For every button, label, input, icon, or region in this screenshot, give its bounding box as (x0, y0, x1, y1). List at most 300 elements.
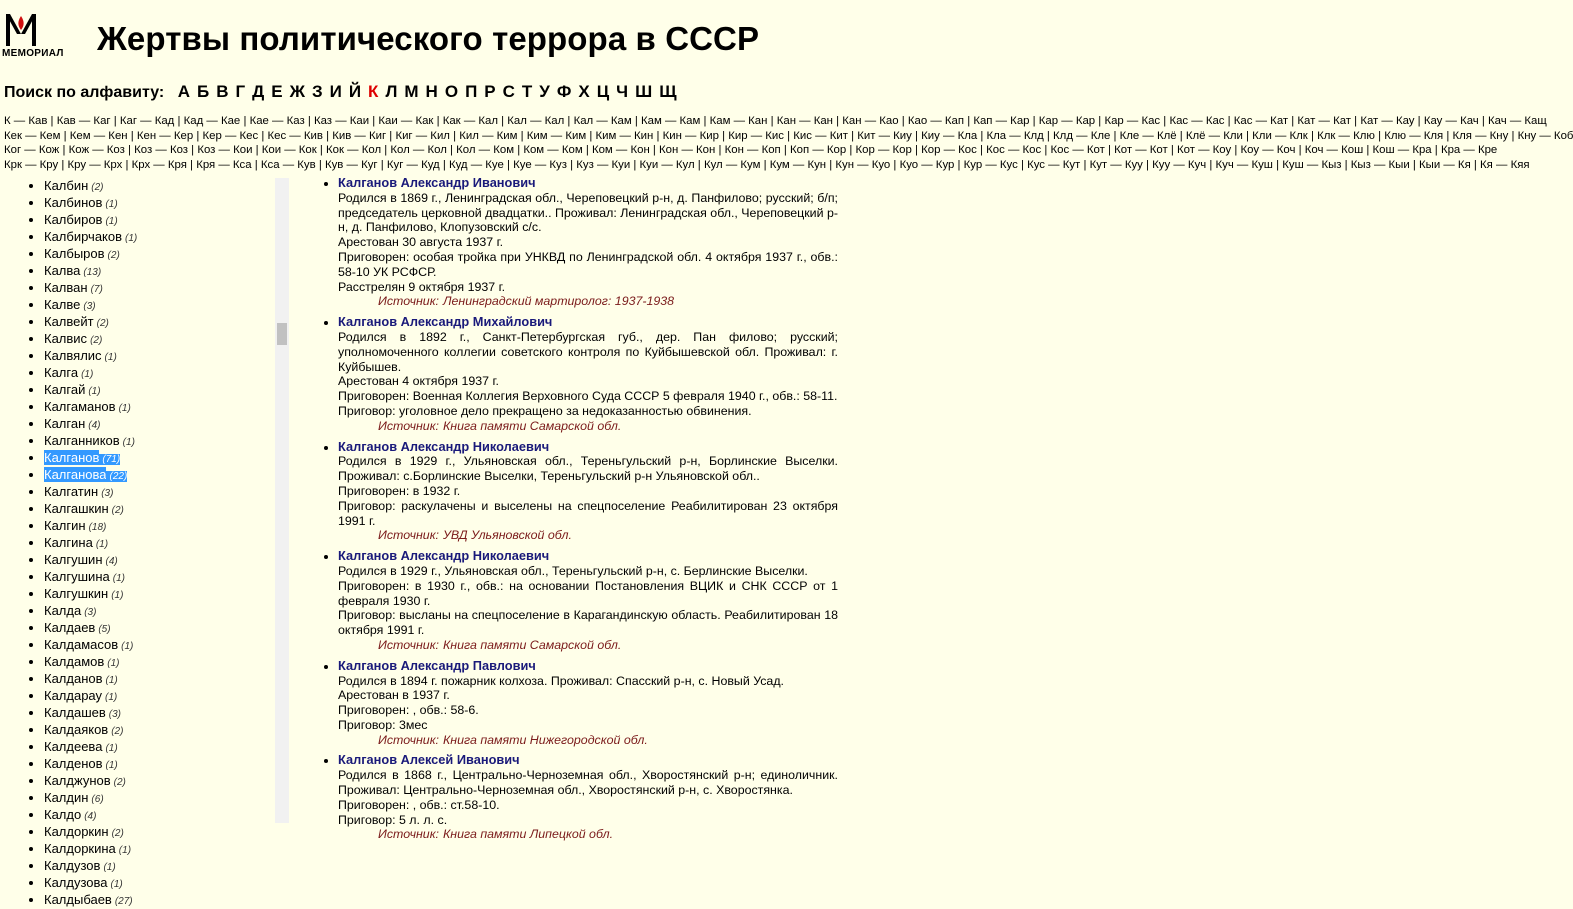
range-link[interactable]: Кут — Куу (1089, 158, 1143, 171)
range-link[interactable]: Каз — Каи (313, 115, 370, 127)
range-link[interactable]: Кас — Кас (1169, 115, 1225, 127)
surname-list-item[interactable] (44, 518, 290, 535)
record-source (338, 638, 838, 653)
memorial-logo[interactable] (2, 12, 64, 64)
alphabet-letter-link[interactable]: Ч (616, 82, 629, 101)
surname-link[interactable]: Калденов (44, 756, 103, 771)
record-detail-line: Приговорен: особая тройка при УНКВД по Ленинградской обл. 4 октября 1937 г., обв.: 58-10 УК РСФСР. (338, 249, 838, 279)
surname-count: (2) (111, 505, 124, 516)
surname-link[interactable]: Калгушина (44, 569, 110, 584)
record-detail-line: Приговорен: в 1930 г., обв.: на основании Постановления ВЦИК и СНК СССР от 1 февраля 1930 г. (338, 578, 838, 608)
surname-count: (3) (84, 607, 97, 618)
surname-count: (2) (111, 828, 124, 839)
range-link[interactable]: Коч — Кош (1304, 144, 1364, 157)
surname-count: (2) (90, 335, 103, 346)
range-link[interactable]: Кли — Клк (1252, 129, 1308, 142)
surname-list-item[interactable] (44, 552, 290, 569)
record-detail-line: Приговор: 5 л. л. с. (338, 812, 448, 827)
range-link[interactable]: Кад — Кае (183, 115, 241, 127)
range-link[interactable]: Кам — Кан (709, 115, 768, 127)
surname-list-item[interactable] (44, 671, 290, 688)
victim-name-link[interactable]: Калганов Александр Михайлович (338, 314, 553, 330)
alphabet-letter-link[interactable]: Ж (289, 82, 305, 101)
record-source-title: Ленинградский мартиролог: 1937-1938 (443, 294, 675, 309)
surname-link[interactable]: Калдоркина (44, 841, 116, 856)
surname-list-item[interactable] (44, 620, 290, 637)
range-link[interactable]: Кае — Каз (249, 115, 305, 127)
surname-list-item[interactable] (44, 297, 290, 314)
range-link[interactable]: Куи — Кул (639, 158, 695, 171)
alphabet-letter-link[interactable]: О (444, 82, 459, 101)
range-link[interactable]: Коз — Кои (197, 144, 253, 157)
range-link[interactable]: Кос — Кос (986, 144, 1042, 157)
surname-count: (1) (88, 386, 101, 397)
range-link[interactable]: Кув — Куг (324, 158, 378, 171)
range-link[interactable]: Кан — Кан (776, 115, 833, 127)
range-link[interactable]: Как — Кал (442, 115, 498, 127)
record-detail-line: Родился в 1892 г., Санкт-Петербургская губ., дер. Пан филово; русский; уполномоченного коллегии советского контроля по Куйбышевской обл. Проживал: г. Куйбышев. (338, 329, 838, 374)
surname-list-item[interactable] (44, 212, 290, 229)
surname-link[interactable]: Калдаяков (44, 722, 109, 737)
surname-count: (1) (105, 692, 118, 703)
victim-name-link[interactable]: Калганов Александр Иванович (338, 175, 536, 190)
range-link[interactable]: Кач — Кащ (1488, 115, 1547, 127)
surname-count: (7) (90, 284, 103, 295)
range-row: Крк — Кру | Кру — Крх | Крх — Кря | Кря — Кса | Кса — Кув | Кув — Куг | Куг — Куд | Куд — Куе | Куе — Куз | Куз — Куи | Куи — Кул | Кул — Кум | Кум — Кун | Кун — Куо | Куо — Кур | Кур — Кус | Кус — Кут | Кут — Куу | Куу — Куч | Куч — Куш | Куш — Кыз | Кыз — Кыи | Кыи — Кя | Кя — Кяя (4, 158, 1530, 171)
surname-link[interactable]: Калджунов (44, 773, 111, 788)
range-link[interactable]: Куг — Куд (386, 158, 440, 171)
surname-list-item[interactable] (44, 705, 290, 722)
surname-count: (1) (105, 760, 118, 771)
alphabet-letter-link[interactable]: Т (521, 82, 533, 101)
surname-list-scroll-thumb[interactable] (277, 323, 287, 345)
record-source-label: Источник: (378, 528, 439, 543)
surname-link[interactable]: Калгашкин (44, 501, 109, 516)
range-link[interactable]: Кау — Кач (1423, 115, 1479, 127)
surname-link[interactable]: Калдамасов (44, 637, 119, 652)
alphabet-letter-link[interactable]: Н (425, 82, 438, 101)
surname-list-item[interactable] (44, 569, 290, 586)
victim-record (338, 659, 838, 748)
surname-count: (1) (105, 199, 118, 210)
record-detail-line: Арестован в 1937 г. (338, 688, 450, 703)
surname-list-item[interactable] (44, 365, 290, 382)
surname-count: (6) (91, 794, 104, 805)
record-source (338, 419, 838, 434)
surname-link[interactable]: Калбиров (44, 212, 103, 227)
record-detail-line: Приговор: раскулачены и выселены на спецпоселение Реабилитирован 23 октября 1991 г. (338, 498, 838, 528)
range-link[interactable]: Кя — Кяя (1480, 158, 1530, 171)
surname-count: (2) (107, 250, 120, 261)
range-link[interactable]: Коу — Коч (1240, 144, 1296, 157)
surname-list-item[interactable] (44, 807, 290, 824)
surname-link[interactable]: Калвейт (44, 314, 94, 329)
surname-count: (4) (88, 420, 101, 431)
victim-name-link[interactable]: Калганов Александр Николаевич (338, 548, 550, 564)
record-detail-line: Арестован 4 октября 1937 г. (338, 374, 499, 389)
record-detail-line: Приговор: 3мес (338, 717, 428, 732)
surname-link[interactable]: Калгин (44, 518, 86, 533)
surname-list-item[interactable] (44, 382, 290, 399)
surname-range-index (4, 114, 1573, 172)
range-link[interactable]: Кам — Кам (641, 115, 701, 127)
range-link[interactable]: Крк — Кру (4, 158, 59, 171)
surname-link[interactable]: Калбирчаков (44, 229, 123, 244)
range-link[interactable]: Кыи — Кя (1419, 158, 1471, 171)
range-link[interactable]: Кин — Кир (662, 129, 719, 142)
range-link[interactable]: Кем — Кен (69, 129, 128, 142)
surname-count: (1) (105, 743, 118, 754)
range-link[interactable]: Кар — Кас (1104, 115, 1161, 127)
surname-count: (1) (110, 879, 123, 890)
surname-link[interactable]: Калдарау (44, 688, 103, 703)
record-source-label: Источник: (378, 294, 439, 309)
surname-list-item[interactable] (44, 348, 290, 365)
range-link[interactable]: Кар — Кар (1038, 115, 1096, 127)
range-link[interactable]: Кир — Кис (728, 129, 784, 142)
range-link[interactable]: Крх — Кря (131, 158, 187, 171)
range-link[interactable]: Кос — Кот (1050, 144, 1105, 157)
range-link[interactable]: Кер — Кес (202, 129, 259, 142)
range-link[interactable]: Каг — Кад (119, 115, 175, 127)
surname-link[interactable]: Калгай (44, 382, 86, 397)
surname-list-item[interactable] (44, 756, 290, 773)
range-link[interactable]: Коп — Кор (790, 144, 847, 157)
surname-link[interactable]: Калдин (44, 790, 89, 805)
surname-count: (2) (111, 726, 124, 737)
range-link[interactable]: Каи — Как (378, 115, 434, 127)
surname-link[interactable]: Калбин (44, 178, 89, 193)
surname-list-item[interactable] (44, 195, 290, 212)
range-link[interactable]: Кур — Кус (963, 158, 1018, 171)
range-link[interactable]: Као — Кап (907, 115, 965, 127)
surname-link[interactable]: Калвис (44, 331, 88, 346)
record-source-label: Источник: (378, 732, 439, 747)
record-source (338, 827, 838, 842)
alphabet-letter-link[interactable]: Ц (596, 82, 610, 101)
surname-list-item[interactable] (44, 484, 290, 501)
range-link[interactable]: Кат — Кат (1297, 115, 1352, 127)
surname-list-item[interactable] (44, 858, 290, 875)
range-link[interactable]: Киг — Кил (395, 129, 450, 142)
range-link[interactable]: Кит — Киу (857, 129, 912, 142)
surname-list-item[interactable] (44, 331, 290, 348)
surname-count: (3) (108, 709, 122, 720)
surname-list-item[interactable] (44, 586, 290, 603)
victim-record (338, 753, 838, 842)
range-link[interactable]: Кра — Кре (1440, 144, 1498, 157)
range-link[interactable]: Кап — Кар (973, 115, 1030, 127)
range-link[interactable]: Кля — Кну (1452, 129, 1509, 142)
record-detail-line: Родился в 1894 г. пожарник колхоза. Проживал: Спасский р-н, с. Новый Усад. (338, 673, 784, 688)
alphabet-search (4, 82, 677, 102)
surname-count: (1) (105, 675, 118, 686)
record-detail-line: Приговор: высланы на спецпоселение в Карагандинскую область. Реабилитирован 18 октября 1991 г. (338, 608, 838, 638)
surname-count: (3) (83, 301, 96, 312)
surname-list-item[interactable] (44, 467, 290, 484)
range-link[interactable]: Кну — Коб (1517, 129, 1573, 142)
range-row: К — Кав | Кав — Каг | Каг — Кад | Кад — Кае | Кае — Каз | Каз — Каи | Каи — Как | Как — Кал | Кал — Кал | Кал — Кам | Кам — Кам | Кам — Кан | Кан — Кан | Кан — Као | Као — Кап | Кап — Кар | Кар — Кар | Кар — Кас | Кас — Кас | Кас — Кат | Кат — Кат | Кат — Кау | Кау — Кач | Кач — Кащ (4, 115, 1547, 127)
surname-list-item[interactable] (44, 841, 290, 858)
record-source-label: Источник: (378, 637, 439, 652)
range-link[interactable]: Кож — Коз (68, 144, 125, 157)
range-row: Кек — Кем | Кем — Кен | Кен — Кер | Кер — Кес | Кес — Кив | Кив — Киг | Киг — Кил | Кил — Ким | Ким — Ким | Ким — Кин | Кин — Кир | Кир — Кис | Кис — Кит | Кит — Киу | Киу — Кла | Кла — Клд | Клд — Кле | Кле — Клё | Клё — Кли | Кли — Клк | Клк — Клю | Клю — Кля | Кля — Кну | Кну — Коб (4, 129, 1573, 142)
surname-list-item[interactable] (44, 603, 290, 620)
surname-count: (4) (84, 811, 97, 822)
surname-link[interactable]: Калганников (44, 433, 120, 448)
surname-link[interactable]: Калгаманов (44, 399, 116, 414)
surname-list-item[interactable] (44, 688, 290, 705)
alphabet-letter-link[interactable]: Л (385, 82, 398, 101)
range-link[interactable]: Кон — Коп (724, 144, 781, 157)
range-link[interactable]: Кис — Кит (793, 129, 848, 142)
range-link[interactable]: Кле — Клё (1119, 129, 1177, 142)
range-link[interactable]: Кал — Кам (573, 115, 632, 127)
range-link[interactable]: Клк — Клю (1317, 129, 1375, 142)
surname-count: (1) (103, 862, 116, 873)
surname-list (0, 178, 290, 909)
alphabet-letter-link[interactable]: Е (271, 82, 283, 101)
range-link[interactable]: Клю — Кля (1384, 129, 1444, 142)
surname-link[interactable]: Калдузов (44, 858, 101, 873)
surname-link[interactable]: Калбыров (44, 246, 105, 261)
surname-list-item[interactable] (44, 399, 290, 416)
surname-count: (1) (112, 573, 125, 584)
surname-list-item[interactable] (44, 416, 290, 433)
surname-link[interactable]: Калбинов (44, 195, 103, 210)
range-link[interactable]: Кол — Ком (456, 144, 515, 157)
surname-count: (1) (118, 845, 132, 856)
surname-list-item[interactable] (44, 501, 290, 518)
range-link[interactable]: К — Кав (4, 115, 48, 127)
range-link[interactable]: Кыз — Кыи (1350, 158, 1410, 171)
range-link[interactable]: Кру — Крх (67, 158, 123, 171)
range-link[interactable]: Кон — Кон (659, 144, 716, 157)
range-link[interactable]: Кен — Кер (136, 129, 194, 142)
record-detail-line: Родился в 1869 г., Ленинградская обл., Череповецкий р-н, д. Панфилово; русский; б/п; председатель церковной двадцатки.. Проживал: Ленинградская обл., Череповецкий р-н, д. Панфилово, Клопузовский с/с. (338, 190, 838, 235)
range-link[interactable]: Куу — Куч (1152, 158, 1207, 171)
surname-count: (1) (81, 369, 94, 380)
range-link[interactable]: Кив — Киг (332, 129, 387, 142)
surname-count: (1) (118, 403, 131, 414)
surname-list-item[interactable] (44, 739, 290, 756)
victim-name-link[interactable]: Калганов Алексей Иванович (338, 752, 520, 768)
surname-list-item[interactable] (44, 875, 290, 892)
range-link[interactable]: Кал — Кал (507, 115, 565, 127)
surname-list-item[interactable] (44, 654, 290, 671)
surname-link[interactable]: Калдашев (44, 705, 106, 720)
victim-name-link[interactable]: Калганов Александр Павлович (338, 657, 536, 673)
surname-list-item[interactable] (44, 790, 290, 807)
surname-count: (4) (105, 556, 118, 567)
range-link[interactable]: Киу — Кла (921, 129, 978, 142)
alphabet-letter-link[interactable]: Щ (659, 82, 677, 101)
range-link[interactable]: Кот — Кот (1114, 144, 1168, 157)
alphabet-letter-link[interactable]: З (311, 82, 323, 101)
range-link[interactable]: Куд — Куе (448, 158, 504, 171)
surname-link[interactable]: Калданов (44, 671, 103, 686)
range-link[interactable]: Кат — Кау (1360, 115, 1415, 127)
range-link[interactable]: Кот — Коу (1177, 144, 1232, 157)
surname-list-item[interactable] (44, 637, 290, 654)
range-link[interactable]: Кор — Кос (921, 144, 977, 157)
record-detail-line: Родился в 1929 г., Ульяновская обл., Тереньгульский р-н, с. Берлинские Выселки. (338, 563, 808, 578)
surname-list-item[interactable] (44, 722, 290, 739)
range-link[interactable]: Кус — Кут (1027, 158, 1081, 171)
range-link[interactable]: Кес — Кив (267, 129, 323, 142)
record-detail-line: Приговорен: в 1932 г. (338, 483, 461, 498)
record-detail-line: Арестован 30 августа 1937 г. (338, 235, 504, 250)
record-source (338, 528, 838, 543)
surname-link[interactable]: Калган (44, 416, 86, 431)
surname-link[interactable]: Калдузова (44, 875, 108, 890)
surname-count: (22) (106, 471, 127, 482)
alphabet-letter-link[interactable]: М (404, 82, 419, 101)
surname-link[interactable]: Калве (44, 297, 81, 312)
surname-link[interactable]: Калгушкин (44, 586, 109, 601)
alphabet-letter-link[interactable]: К (368, 82, 379, 101)
range-link[interactable]: Кул — Кум (703, 158, 761, 171)
page-title: Жертвы политического террора в СССР (97, 20, 760, 57)
surname-list-item[interactable] (44, 178, 290, 195)
surname-list-item[interactable] (44, 450, 290, 467)
range-link[interactable]: Кил — Ким (459, 129, 518, 142)
range-link[interactable]: Кан — Као (842, 115, 899, 127)
surname-link[interactable]: Калгушин (44, 552, 103, 567)
surname-list-item[interactable] (44, 280, 290, 297)
range-link[interactable]: Куе — Куз (513, 158, 567, 171)
surname-count: (71) (99, 454, 120, 465)
records-panel (318, 175, 838, 842)
range-link[interactable]: Клё — Кли (1185, 129, 1243, 142)
surname-link[interactable]: Калдеева (44, 739, 103, 754)
range-link[interactable]: Ког — Кож (4, 144, 60, 157)
alphabet-letter-link[interactable]: Р (484, 82, 496, 101)
surname-count: (1) (122, 437, 135, 448)
surname-link[interactable]: Калдамов (44, 654, 105, 669)
surname-link[interactable]: Калганова (44, 467, 107, 482)
record-detail-line: Приговорен: , обв.: 58-6. (338, 703, 479, 718)
range-link[interactable]: Куш — Кыз (1282, 158, 1342, 171)
memorial-logo-text: МЕМОРИАЛ (2, 48, 64, 59)
range-link[interactable]: Куз — Куи (576, 158, 631, 171)
range-link[interactable]: Кас — Кат (1233, 115, 1289, 127)
surname-list-item[interactable] (44, 433, 290, 450)
range-link[interactable]: Ким — Ким (526, 129, 587, 142)
range-link[interactable]: Кум — Кун (769, 158, 827, 171)
alphabet-letter-link[interactable]: В (216, 82, 229, 101)
surname-list-item[interactable] (44, 773, 290, 790)
surname-link[interactable]: Калдоркин (44, 824, 109, 839)
record-source-label: Источник: (378, 827, 439, 842)
surname-link[interactable]: Калгатин (44, 484, 99, 499)
range-link[interactable]: Ком — Кон (591, 144, 650, 157)
surname-list-item[interactable] (44, 263, 290, 280)
surname-list-item[interactable] (44, 892, 290, 909)
surname-list-panel[interactable] (0, 178, 290, 907)
surname-link[interactable]: Калван (44, 280, 88, 295)
range-row: Ког — Кож | Кож — Коз | Коз — Коз | Коз — Кои | Кои — Кок | Кок — Кол | Кол — Кол | Кол — Ком | Ком — Ком | Ком — Кон | Кон — Кон | Кон — Коп | Коп — Кор | Кор — Кор | Кор — Кос | Кос — Кос | Кос — Кот | Кот — Кот | Кот — Коу | Коу — Коч | Коч — Кош | Кош — Кра | Кра — Кре (4, 144, 1498, 157)
alphabet-letter-link[interactable]: У (539, 82, 550, 101)
victim-records-list (318, 176, 838, 842)
surname-link[interactable]: Калвялис (44, 348, 102, 363)
range-link[interactable]: Клд — Кле (1053, 129, 1111, 142)
range-link[interactable]: Кош — Кра (1372, 144, 1432, 157)
range-link[interactable]: Кла — Клд (986, 129, 1044, 142)
range-link[interactable]: Куч — Куш (1215, 158, 1273, 171)
surname-link[interactable]: Калдаев (44, 620, 96, 635)
range-link[interactable]: Кок — Кол (326, 144, 382, 157)
surname-link[interactable]: Калда (44, 603, 82, 618)
victim-record (338, 315, 838, 433)
alphabet-letter-link[interactable]: Ш (635, 82, 653, 101)
surname-count: (1) (121, 641, 134, 652)
surname-list-item[interactable] (44, 314, 290, 331)
range-link[interactable]: Кун — Куо (835, 158, 891, 171)
range-link[interactable]: Кря — Кса (196, 158, 252, 171)
range-link[interactable]: Кек — Кем (4, 129, 61, 142)
record-source-title: Книга памяти Липецкой обл. (443, 827, 614, 842)
alphabet-letter-link[interactable]: И (329, 82, 342, 101)
surname-link[interactable]: Калга (44, 365, 79, 380)
surname-link[interactable]: Калдо (44, 807, 82, 822)
range-link[interactable]: Кор — Кор (855, 144, 912, 157)
alphabet-letter-link[interactable]: Б (196, 82, 210, 101)
range-link[interactable]: Кои — Кок (261, 144, 317, 157)
surname-count: (2) (96, 318, 109, 329)
surname-count: (27) (114, 896, 133, 907)
record-detail-line: Приговорен: , обв.: ст.58-10. (338, 797, 500, 812)
surname-link[interactable]: Калва (44, 263, 81, 278)
surname-count: (1) (104, 352, 117, 363)
alphabet-letter-link[interactable]: Х (578, 82, 590, 101)
surname-link[interactable]: Калганов (44, 450, 100, 465)
alphabet-letter-link[interactable]: С (502, 82, 515, 101)
surname-count: (18) (88, 522, 107, 533)
range-link[interactable]: Ким — Кин (595, 129, 654, 142)
alphabet-letter-link[interactable]: А (177, 82, 190, 101)
surname-count: (1) (105, 216, 118, 227)
surname-count: (1) (95, 539, 109, 550)
range-link[interactable]: Кол — Кол (390, 144, 447, 157)
surname-list-scrollbar[interactable] (275, 178, 289, 823)
alphabet-letter-link[interactable]: Д (252, 82, 265, 101)
surname-list-item[interactable] (44, 229, 290, 246)
surname-list-item[interactable] (44, 246, 290, 263)
range-link[interactable]: Коз — Коз (134, 144, 189, 157)
surname-list-item[interactable] (44, 824, 290, 841)
alphabet-letter-link[interactable]: Й (348, 82, 362, 101)
range-link[interactable]: Ком — Ком (523, 144, 583, 157)
record-source-title: Книга памяти Самарской обл. (443, 637, 622, 652)
surname-count: (1) (107, 658, 120, 669)
record-source-title: Книга памяти Нижегородской обл. (443, 732, 648, 747)
victim-name-link[interactable]: Калганов Александр Николаевич (338, 438, 550, 454)
range-link[interactable]: Кав — Каг (56, 115, 111, 127)
alphabet-letter-link[interactable]: Г (235, 82, 246, 101)
surname-count: (1) (111, 590, 124, 601)
surname-link[interactable]: Калдыбаев (44, 892, 112, 907)
record-source-title: Книга памяти Самарской обл. (443, 418, 622, 433)
record-detail-line: Приговор: уголовное дело прекращено за недоказанностью обвинения. (338, 403, 752, 418)
alphabet-letter-link[interactable]: Ф (556, 82, 572, 101)
range-link[interactable]: Кса — Кув (260, 158, 316, 171)
surname-list-item[interactable] (44, 535, 290, 552)
surname-count: (2) (91, 182, 104, 193)
alphabet-letter-link[interactable]: П (465, 82, 478, 101)
surname-link[interactable]: Калгина (44, 535, 93, 550)
range-link[interactable]: Куо — Кур (899, 158, 955, 171)
